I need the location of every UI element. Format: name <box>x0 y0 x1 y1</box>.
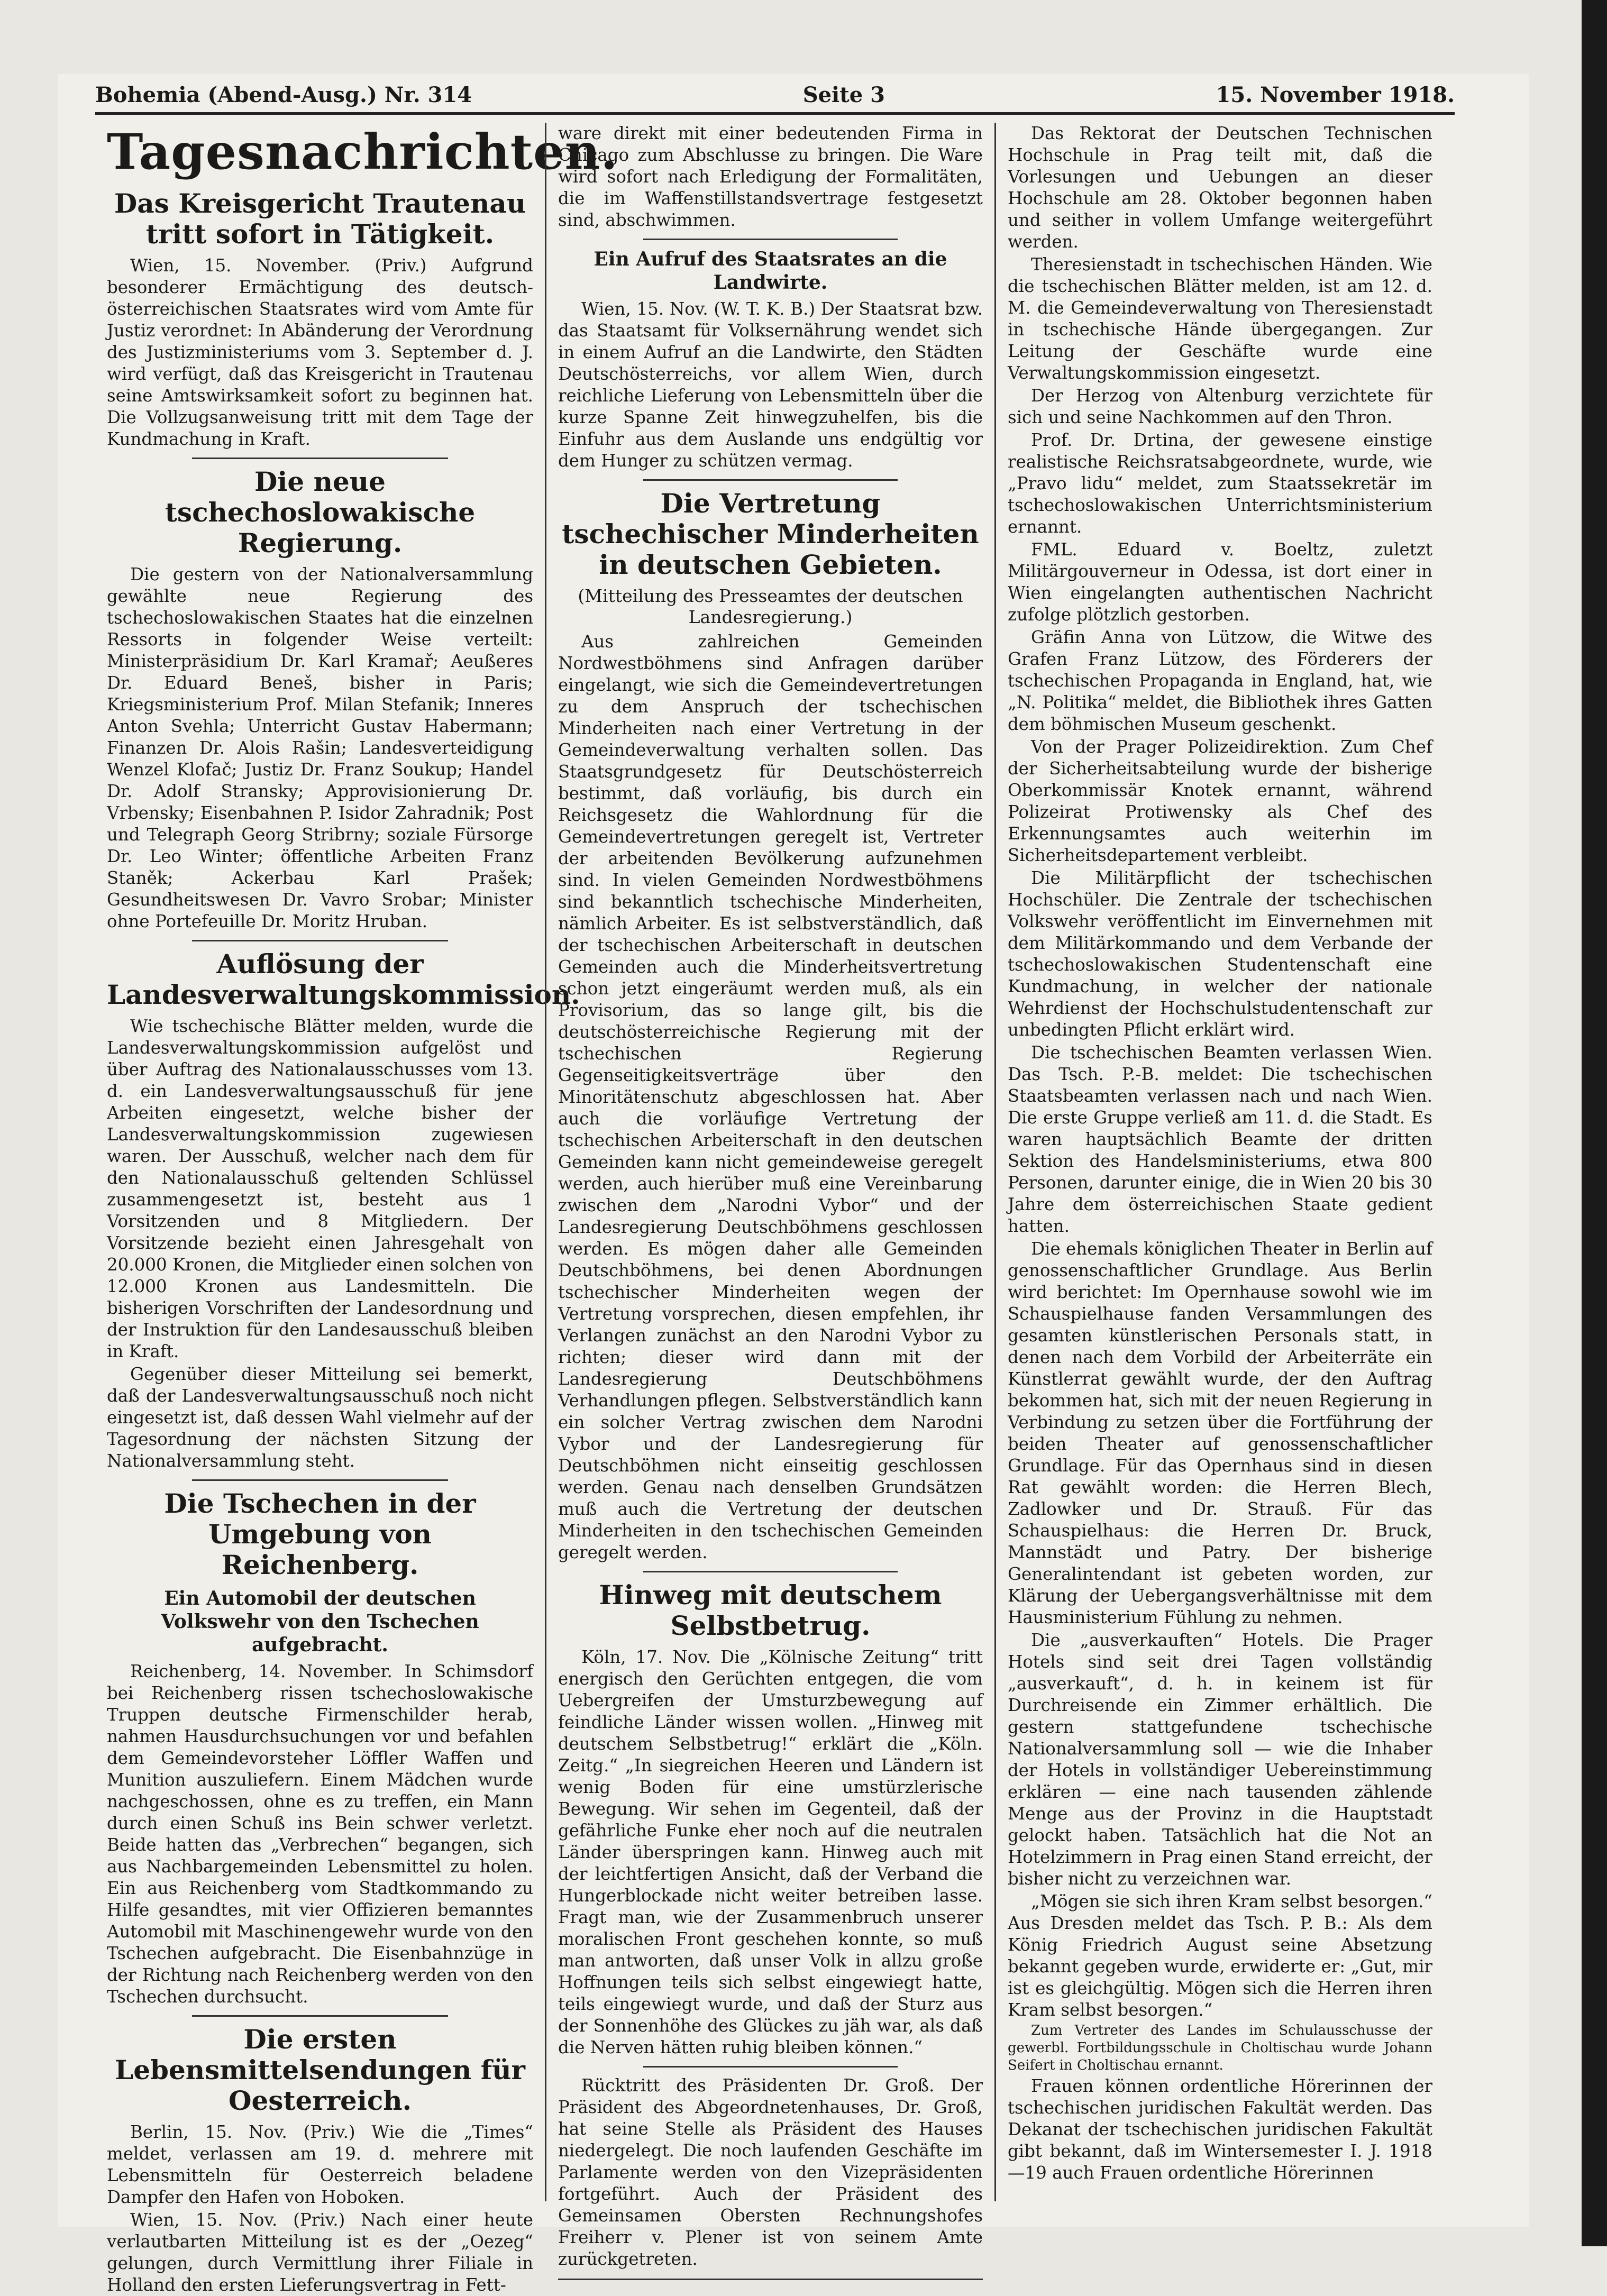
article-text: Berlin, 15. Nov. (Priv.) Wie die „Times“ meldet, verlassen am 19. d. mehrere mit Lebensmitteln für Oesterreich beladene Dampfer den Hafen von Hoboken. <box>107 2122 533 2207</box>
news-item: Die „ausverkauften“ Hotels. Die Prager Hotels sind seit drei Tagen vollständig „ausverkauft“, d. h. in keinem ist für Durchreisende ein Zimmer erhältlich. Die gestern stattgefundene tschechische Nationalversammlung soll — wie die Inhaber der Hotels in vollständiger Uebereinstimmung erklären — eine nach tausenden zählende Menge aus der Provinz in die Hauptstadt gelockt haben. Tatsächlich hat die Not an Hotelzimmern in Prag einen Stand erreicht, der bisher nicht zu verzeichnen war. <box>1008 1630 1432 1889</box>
article-text: ware direkt mit einer bedeutenden Firma in Chicago zum Abschlusse zu bringen. Die Ware wird sofort nach Erledigung der Formalitäten, die im Waffenstillstandsvertrage festgesetzt sind, abschwimmen. <box>558 123 983 230</box>
header-rule <box>95 112 1455 115</box>
article-text: Rücktritt des Präsidenten Dr. Groß. Der Präsident des Abgeordnetenhauses, Dr. Groß, hat seine Stelle als Präsident des Hauses niedergelegt. Die noch laufenden Geschäfte im Parlamente werden von den Vizepräsidenten fortgeführt. Auch der Präsident des Gemeinsamen Obersten Rechnungshofes Freiherr v. Plener ist von seinem Amte zurückgetreten. <box>558 2075 983 2269</box>
news-item: „Mögen sie sich ihren Kram selbst besorgen.“ Aus Dresden meldet das Tsch. P. B.: Als dem König Friedrich August seine Absetzung bekannt gegeben wurde, erwiderte er: „Gut, mir ist es gleichgültig. Mögen sich die Herren ihren Kram selbst besorgen.“ <box>1008 1891 1432 2020</box>
article-title: Ein Aufruf des Staatsrates an die Landwirte. <box>594 248 947 294</box>
news-item: Die ehemals königlichen Theater in Berlin auf genossenschaftlicher Grundlage. Aus Berlin wird berichtet: Im Opernhause sowohl wie im Schauspielhause fanden Versammlungen des gesamten künstlerischen Personals statt, in denen nach dem Vorbild der Arbeiterräte ein Künstlerrat gewählt wurde, der den Auftrag bekommen hat, sich mit der neuen Regierung in Verbindung zu setzen über die Fortführung der beiden Theater auf genossenschaftlicher Grundlage. Für das Opernhaus sind in diesen Rat gewählt worden: die Herren Blech, Zadlowker und Dr. Strauß. Für das Schauspielhaus: die Herren Dr. Bruck, Mannstädt und Patry. Der bisherige Generalintendant ist gebeten worden, zur Klärung der Uebergangsverhältnisse mit dem Hausministerium Fühlung zu nehmen. <box>1008 1239 1432 1627</box>
article-title: Die ersten Lebensmittelsendungen für Oesterreich. <box>115 2024 525 2116</box>
article-title: Die neue tschechoslowakische Regierung. <box>165 466 476 559</box>
article-text: Köln, 17. Nov. Die „Kölnische Zeitung“ tritt energisch den Gerüchten entgegen, die vom Uebergreifen der Umsturzbewegung auf feindliche Länder wissen wollen. „Hinweg mit deutschem Selbstbetrug!“ erklärt die „Köln. Zeitg.“ „In siegreichen Heeren und Ländern ist wenig Boden für eine umstürzlerische Bewegung. Wir sehen im Gegenteil, daß der gefährliche Funke eher noch auf die neutralen Länder überspringen kann. Hinweg auch mit der leichtfertigen Ansicht, daß der Verband die Hungerblockade nicht weiter betreiben lasse. Fragt man, wie der Zusammenbruch unserer moralischen Front geschehen konnte, so muß man antworten, daß unser Volk in allzu große Hoffnungen teils sich selbst eingewiegt hatte, teils eingewiegt wurde, und daß der Sturz aus der Sonnenhöhe des Glückes zu jäh war, als daß die Nerven hätten ruhig bleiben können.“ <box>558 1647 983 2057</box>
news-item: Theresienstadt in tschechischen Händen. Wie die tschechischen Blätter melden, ist am 12. d. M. die Gemeindeverwaltung von Theresienstadt in tschechische Hände übergegangen. Zur Leitung der Geschäfte wurde eine Verwaltungskommission eingesetzt. <box>1008 254 1432 383</box>
article-text: Aus zahlreichen Gemeinden Nordwestböhmens sind Anfragen darüber eingelangt, wie sich die Gemeindevertretungen zu dem Anspruch der tschechischen Minderheiten nach einer Vertretung in der Gemeindeverwaltung verhalten sollen. Das Staatsgrundgesetz für Deutschösterreich bestimmt, daß vorläufig, bis durch ein Reichsgesetz die Wahlordnung für die Gemeindevertretungen geregelt ist, Vertreter der arbeitenden Bevölkerung aufzunehmen sind. In vielen Gemeinden Nordwestböhmens sind bekanntlich tschechische Minderheiten, nämlich Arbeiter. Es ist selbstverständlich, daß der tschechischen Arbeiterschaft in deutschen Gemeinden auch die Minderheitsvertretung schon jetzt eingeräumt werden muß, als ein Provisorium, das so lange gilt, bis die deutschösterreichische Regierung mit der tschechischen Regierung Gegenseitigkeitsverträge über den Minoritätenschutz abgeschlossen hat. Aber auch die vorläufige Vertretung der tschechischen Arbeiterschaft in den deutschen Gemeinden kann nicht gemeindeweise geregelt werden, auch hierüber muß eine Vereinbarung zwischen dem „Narodni Vybor“ und der Landesregierung Deutschböhmens geschlossen werden. Es mögen daher alle Gemeinden Deutschböhmens, bei denen Abordnungen tschechischer Minderheiten wegen der Vertretung vorsprechen, diesen empfehlen, ihr Verlangen zunächst an den Narodni Vybor zu richten; dieser wird dann mit der Landesregierung Deutschböhmens Verhandlungen pflegen. Selbstverständlich kann ein solcher Vertrag zwischen dem Narodni Vybor und der Landesregierung für Deutschböhmen nicht einseitig geschlossen werden. Genau nach denselben Grundsätzen muß auch die Vertretung der deutschen Minderheiten in den tschechischen Gemeinden geregelt werden. <box>558 632 983 1562</box>
divider <box>192 2015 448 2017</box>
article-text: Reichenberg, 14. November. In Schimsdorf bei Reichenberg rissen tschechoslowakische Truppen deutsche Firmenschilder herab, nahmen Hausdurchsuchungen vor und befahlen dem Gemeindevorsteher Löffler Waffen und Munition auszuliefern. Einem Mädchen wurde nachgeschossen, ohne es zu treffen, ein Mann durch einen Schuß ins Bein schwer verletzt. Beide hatten das „Verbrechen“ begangen, sich aus Nachbargemeinden Lebensmittel zu holen. Ein aus Reichenberg vom Stadtkommando zu Hilfe gesandtes, mit vier Offizieren bemanntes Automobil mit Maschinengewehr wurde von den Tschechen aufgebracht. Die Eisenbahnzüge in der Richtung nach Reichenberg werden von den Tschechen durchsucht. <box>107 1661 533 2007</box>
divider <box>643 2066 898 2068</box>
header-page: Seite 3 <box>802 82 885 107</box>
divider <box>643 239 898 240</box>
article-title: Auflösung der Landesverwaltungskommission. <box>107 948 580 1010</box>
scan-edge <box>1582 0 1607 2246</box>
divider <box>558 2279 983 2280</box>
article-text: Wien, 15. Nov. (Priv.) Nach einer heute verlautbarten Mitteilung ist es der „Oezeg“ gelungen, durch Vermittlung ihrer Filiale in Holland den ersten Lieferungsvertrag in Fett- <box>107 2210 533 2295</box>
divider <box>192 940 448 941</box>
header-issue: Bohemia (Abend-Ausg.) Nr. 314 <box>95 82 472 107</box>
article-subtitle: (Mitteilung des Presseamtes der deutschen Landesregierung.) <box>578 586 963 627</box>
column-2 <box>545 123 994 2269</box>
divider <box>643 479 898 481</box>
columns <box>95 123 1455 2295</box>
news-item: Prof. Dr. Drtina, der gewesene einstige realistische Reichsratsabgeordnete, wurde, wie „Pravo lidu“ meldet, zum Staatssekretär im tschechoslowakischen Unterrichtsministerium ernannt. <box>1008 430 1432 537</box>
column-3 <box>994 123 1444 2201</box>
news-item: FML. Eduard v. Boeltz, zuletzt Militärgouverneur in Odessa, ist dort einer in Wien eingelangten authentischen Nachricht zufolge plötzlich gestorben. <box>1008 539 1432 625</box>
divider <box>192 1479 448 1481</box>
article-text: Wien, 15. Nov. (W. T. K. B.) Der Staatsrat bzw. das Staatsamt für Volksernährung wendet sich in einem Aufruf an die Landwirte, den Städten Deutschösterreichs, vor allem Wien, durch reichliche Lieferung von Lebensmitteln über die kurze Spanne Zeit hinwegzuhelfen, bis die Einfuhr aus dem Auslande uns endgültig vor dem Hunger zu schützen vermag. <box>558 299 983 471</box>
news-item: Gräfin Anna von Lützow, die Witwe des Grafen Franz Lützow, des Förderers der tschechischen Propaganda in England, hat, wie „N. Politika“ meldet, die Bibliothek ihres Gatten dem böhmischen Museum geschenkt. <box>1008 627 1432 734</box>
running-header <box>95 79 1455 110</box>
section-title: Tagesnachrichten. <box>107 123 618 180</box>
news-item: Das Rektorat der Deutschen Technischen Hochschule in Prag teilt mit, daß die Vorlesungen und Uebungen an dieser Hochschule am 28. Oktober begonnen haben und seither in vollem Umfange weitergeführt werden. <box>1008 123 1432 252</box>
article-text: Wien, 15. November. (Priv.) Aufgrund besonderer Ermächtigung des deutsch-österreichischen Staatsrates wird vom Amte für Justiz verordnet: In Abänderung der Verordnung des Justizministeriums vom 3. September d. J. wird verfügt, daß das Kreisgericht in Trautenau seine Amtswirksamkeit sofort zu beginnen hat. Die Vollzugsanweisung tritt mit dem Tage der Kundmachung in Kraft. <box>107 255 533 449</box>
news-item: Die tschechischen Beamten verlassen Wien. Das Tsch. P.-B. meldet: Die tschechischen Staatsbeamten verlassen nach und nach Wien. Die erste Gruppe verließ am 11. d. die Stadt. Es waren hauptsächlich Beamte der dritten Sektion des Handelsministeriums, etwa 800 Personen, darunter einige, die in Wien 20 bis 30 Jahre dem österreichischen Staate gedient hatten. <box>1008 1042 1432 1236</box>
divider <box>643 1571 898 1572</box>
article-title: Das Kreisgericht Trautenau tritt sofort in Tätigkeit. <box>114 188 526 250</box>
article-text: Wie tschechische Blätter melden, wurde die Landesverwaltungskommission aufgelöst und über Auftrag des Nationalausschusses vom 13. d. ein Landesverwaltungsausschuß für jene Arbeiten eingesetzt, welche bisher der Landesverwaltungskommission zugewiesen waren. Der Ausschuß, welcher nach dem für den Nationalausschuß geltenden Schlüssel zusammengesetzt ist, besteht aus 1 Vorsitzenden und 8 Mitgliedern. Der Vorsitzende bezieht einen Jahresgehalt von 20.000 Kronen, die Mitglieder einen solchen von 12.000 Kronen aus Landesmitteln. Die bisherigen Vorschriften der Landesordnung und der Instruktion für den Landesausschuß bleiben in Kraft. <box>107 1016 533 1361</box>
header-date: 15. November 1918. <box>1216 82 1455 107</box>
article-title: Die Tschechen in der Umgebung von Reichenberg. <box>164 1488 476 1580</box>
article-title: Hinweg mit deutschem Selbstbetrug. <box>599 1579 942 1641</box>
article-text: Gegenüber dieser Mitteilung sei bemerkt, daß der Landesverwaltungsausschuß noch nicht eingesetzt ist, daß dessen Wahl vielmehr auf der Tagesordnung der nächsten Sitzung der Nationalversammlung steht. <box>107 1364 533 1471</box>
article-subtitle: Ein Automobil der deutschen Volkswehr von den Tschechen aufgebracht. <box>161 1587 479 1656</box>
news-item: Von der Prager Polizeidirektion. Zum Chef der Sicherheitsabteilung wurde der bisherige Oberkommissär Knotek ernannt, während Polizeirat Protiwensky als Chef des Erkennungsamtes auch weiterhin im Sicherheitsdepartement verbleibt. <box>1008 737 1432 865</box>
article-text: Die gestern von der Nationalversammlung gewählte neue Regierung des tschechoslowakischen Staates hat die einzelnen Ressorts in folgender Weise verteilt: Ministerpräsidium Dr. Karl Kramař; Aeußeres Dr. Eduard Beneš, bisher in Paris; Kriegsministerium Prof. Milan Stefanik; Inneres Anton Svehla; Unterricht Gustav Habermann; Finanzen Dr. Alois Rašin; Landesverteidigung Wenzel Klofač; Justiz Dr. Franz Soukup; Handel Dr. Adolf Stransky; Approvisionierung Dr. Vrbensky; Eisenbahnen P. Isidor Zahradnik; Post und Telegraph Georg Stribrny; soziale Fürsorge Dr. Leo Winter; öffentliche Arbeiten Franz Staněk; Ackerbau Karl Prašek; Gesundheitswesen Dr. Vavro Srobar; Minister ohne Portefeuille Dr. Moritz Hruban. <box>107 564 533 931</box>
news-item: Der Herzog von Altenburg verzichtete für sich und seine Nachkommen auf den Thron. <box>1008 386 1432 427</box>
news-item: Frauen können ordentliche Hörerinnen der tschechischen juridischen Fakultät werden. Das Dekanat der tschechischen juridischen Fakultät gibt bekannt, daß im Wintersemester I. J. 1918—19 auch Frauen ordentliche Hörerinnen <box>1008 2076 1432 2183</box>
article-title: Die Vertretung tschechischer Minderheiten in deutschen Gebieten. <box>562 488 979 580</box>
divider <box>192 458 448 459</box>
news-item: Zum Vertreter des Landes im Schulausschusse der gewerbl. Fortbildungsschule in Choltischau wurde Johann Seifert in Choltischau ernannt. <box>1008 2023 1432 2073</box>
news-item: Die Militärpflicht der tschechischen Hochschüler. Die Zentrale der tschechischen Volkswehr veröffentlicht im Einvernehmen mit dem Militärkommando und dem Verbande der tschechoslowakischen Studentenschaft eine Kundmachung, in welcher der nationale Wehrdienst der Hochschulstudentenschaft zur unbedingten Pflicht erklärt wird. <box>1008 868 1432 1040</box>
column-1 <box>95 123 618 2295</box>
